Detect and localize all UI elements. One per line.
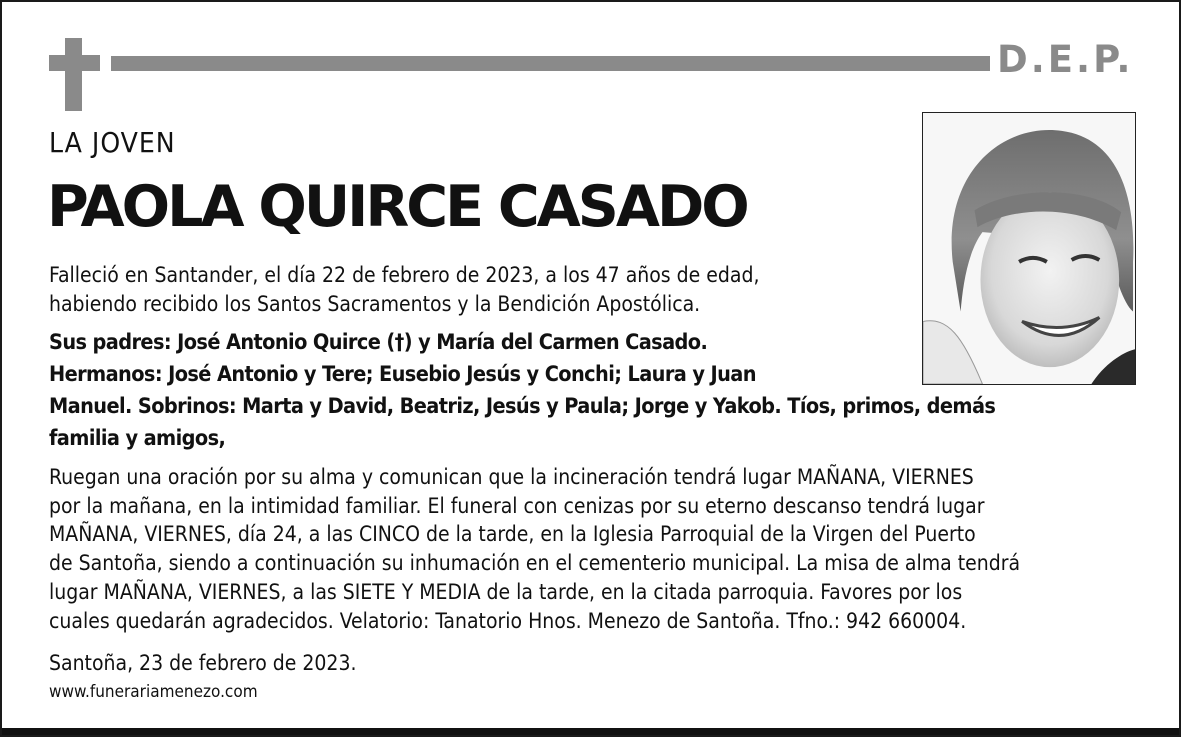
- announcement-line: Ruegan una oración por su alma y comunican que la incineración tendrá lugar MAÑANA, VIERNES: [49, 465, 974, 489]
- signoff-date: Santoña, 23 de febrero de 2023.: [49, 651, 357, 675]
- family-line: Hermanos: José Antonio y Tere; Eusebio Jesús y Conchi; Laura y Juan: [49, 362, 756, 387]
- deceased-name: PAOLA QUIRCE CASADO: [47, 174, 747, 240]
- announcement-line: MAÑANA, VIERNES, día 24, a las CINCO de la tarde, en la Iglesia Parroquial de la Virgen del Puerto: [49, 522, 976, 547]
- website-link[interactable]: www.funerariamenezo.com: [49, 682, 258, 702]
- family-line: Sus padres: José Antonio Quirce (†) y María del Carmen Casado.: [49, 330, 708, 355]
- bottom-border: [2, 728, 1179, 735]
- announcement-line: de Santoña, siendo a continuación su inhumación en el cementerio municipal. La misa de alma tendrá: [49, 551, 1021, 576]
- deceased-prefix: LA JOVEN: [49, 126, 176, 159]
- announcement-line: cuales quedarán agradecidos. Velatorio: Tanatorio Hnos. Menezo de Santoña. Tfno.: 942 660004.: [49, 608, 967, 633]
- announcement-line: lugar MAÑANA, VIERNES, a las SIETE Y MEDIA de la tarde, en la citada parroquia. Favores por los: [49, 579, 963, 604]
- announcement-paragraph: [49, 463, 1129, 635]
- family-line: familia y amigos,: [49, 426, 226, 451]
- header-rule: [111, 56, 990, 71]
- deceased-photo: [922, 112, 1136, 385]
- family-line: Manuel. Sobrinos: Marta y David, Beatriz, Jesús y Paula; Jorge y Yakob. Tíos, primos, demás: [49, 394, 996, 419]
- announcement-line: por la mañana, en la intimidad familiar. El funeral con cenizas por su eterno descanso tendrá lugar: [49, 493, 985, 518]
- death-info-line: Falleció en Santander, el día 22 de febrero de 2023, a los 47 años de edad,: [49, 263, 760, 287]
- dep-label: D.E.P.: [997, 38, 1134, 81]
- death-info-line: habiendo recibido los Santos Sacramentos y la Bendición Apostólica.: [49, 292, 701, 316]
